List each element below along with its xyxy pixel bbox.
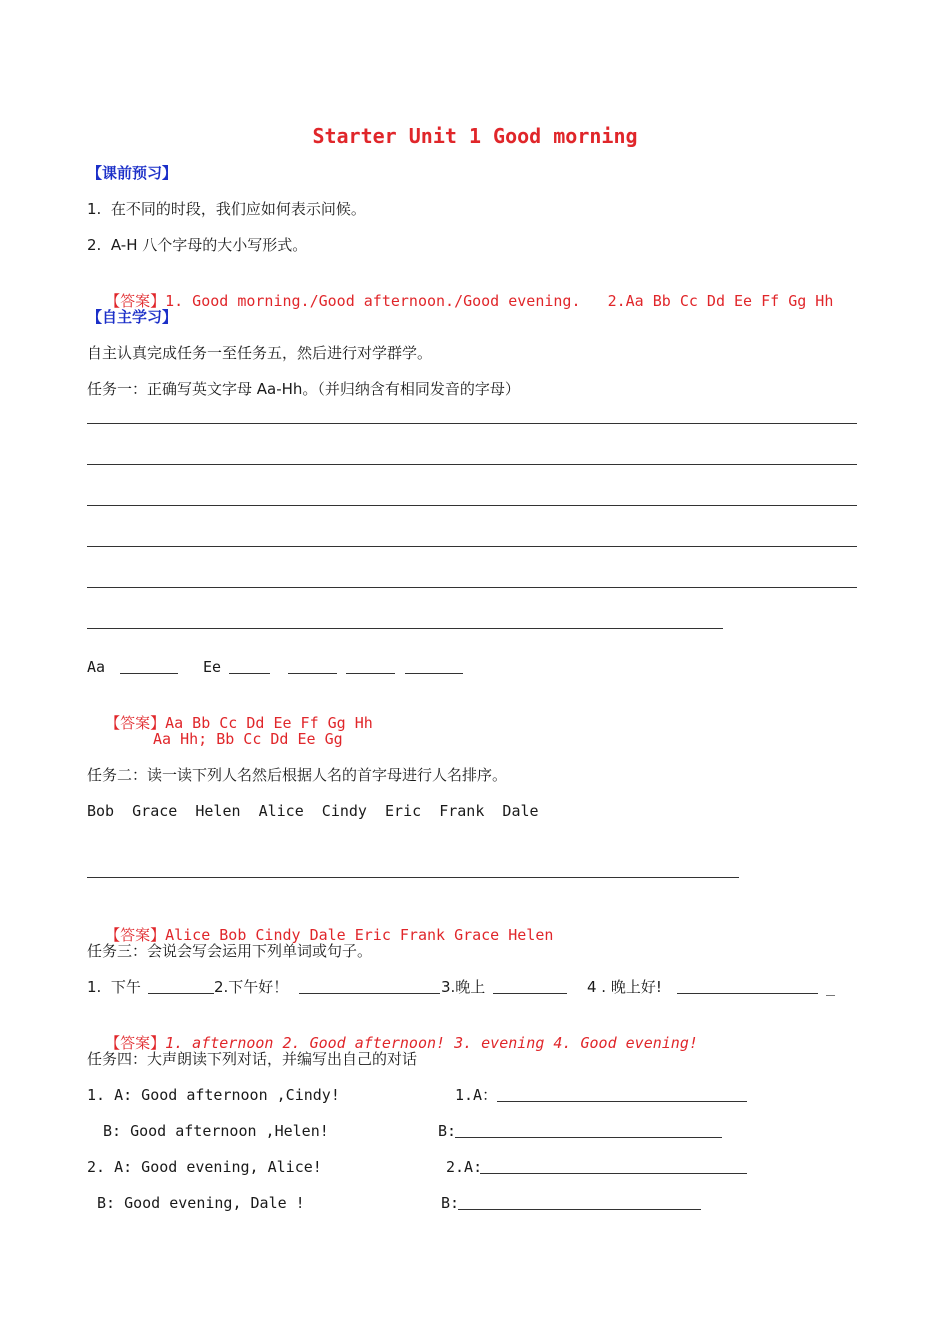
- task1-instruction: 任务一：正确写英文字母 Aa-Hh。（并归纳含有相同发音的字母）: [87, 380, 520, 398]
- page-title: Starter Unit 1 Good morning: [312, 124, 638, 148]
- task3-q4-blank[interactable]: [677, 993, 818, 994]
- task3-answer: [87, 1013, 698, 1053]
- answer-label: 【答案】: [105, 292, 166, 310]
- writing-line[interactable]: [87, 505, 857, 506]
- writing-line[interactable]: [87, 546, 857, 547]
- own-dialog1-b-label: B:: [438, 1122, 457, 1140]
- dialog2-line-a: 2. A: Good evening, Alice!: [87, 1158, 322, 1176]
- task1-answer-2: Aa Hh; Bb Cc Dd Ee Gg: [153, 730, 343, 748]
- task3-q2-blank[interactable]: [299, 993, 440, 994]
- task2-answer: [87, 905, 553, 945]
- answer-label: 【答案】: [105, 1034, 166, 1052]
- task1-answer: [87, 693, 373, 733]
- answer-label: 【答案】: [105, 926, 166, 944]
- task3-q4: 4 . 晚上好!: [587, 978, 662, 996]
- own-dialog2-a-label: 2.A:: [446, 1158, 483, 1176]
- task3-tail: _: [826, 978, 836, 996]
- task3-q1-blank[interactable]: [148, 993, 214, 994]
- task3-q1: 1. 下午: [87, 978, 141, 996]
- preview-question-1: 1. 在不同的时段，我们应如何表示问候。: [87, 200, 366, 218]
- answer-text: Aa Bb Cc Dd Ee Ff Gg Hh: [165, 714, 373, 732]
- writing-line[interactable]: [87, 877, 739, 878]
- task3-q2: 2.下午好！: [214, 978, 289, 996]
- task3-q3-blank[interactable]: [493, 993, 567, 994]
- answer-label: 【答案】: [105, 714, 166, 732]
- task2-names: Bob Grace Helen Alice Cindy Eric Frank Dale: [87, 802, 539, 820]
- dialog1-line-a: 1. A: Good afternoon ,Cindy!: [87, 1086, 340, 1104]
- task3-instruction: 任务三：会说会写会运用下列单词或句子。: [87, 942, 373, 960]
- letter-group-a-blank[interactable]: [120, 673, 178, 674]
- letter-group-e-label: Ee: [203, 658, 222, 676]
- dialog2-line-b: B: Good evening, Dale !: [97, 1194, 305, 1212]
- letter-group-a-label: Aa: [87, 658, 106, 676]
- own-dialog2-b-blank[interactable]: [458, 1209, 701, 1210]
- task2-instruction: 任务二：读一读下列人名然后根据人名的首字母进行人名排序。: [87, 766, 508, 784]
- self-study-intro: 自主认真完成任务一至任务五，然后进行对学群学。: [87, 344, 433, 362]
- letter-group-e-blank-2[interactable]: [288, 673, 337, 674]
- task4-instruction: 任务四：大声朗读下列对话，并编写出自己的对话: [87, 1050, 418, 1068]
- letter-group-e-blank-3[interactable]: [346, 673, 395, 674]
- answer-text: 1. afternoon 2. Good afternoon! 3. evening 4. Good evening!: [165, 1034, 698, 1052]
- writing-line[interactable]: [87, 423, 857, 424]
- own-dialog2-b-label: B:: [441, 1194, 460, 1212]
- preview-heading: 【课前预习】: [87, 164, 178, 182]
- own-dialog1-a-label: 1.A：: [455, 1086, 498, 1104]
- writing-line[interactable]: [87, 464, 857, 465]
- letter-group-e-blank-1[interactable]: [229, 673, 270, 674]
- self-study-heading: 【自主学习】: [87, 308, 178, 326]
- letter-group-e-blank-4[interactable]: [405, 673, 463, 674]
- answer-text: 1. Good morning./Good afternoon./Good evening. 2.Aa Bb Cc Dd Ee Ff Gg Hh: [165, 292, 834, 310]
- task3-q3: 3.晚上: [441, 978, 486, 996]
- own-dialog2-a-blank[interactable]: [480, 1173, 747, 1174]
- answer-text: Alice Bob Cindy Dale Eric Frank Grace Helen: [165, 926, 554, 944]
- preview-answer: [87, 271, 833, 311]
- writing-line[interactable]: [87, 628, 723, 629]
- writing-line[interactable]: [87, 587, 857, 588]
- dialog1-line-b: B: Good afternoon ,Helen!: [103, 1122, 329, 1140]
- preview-question-2: 2. A-H 八个字母的大小写形式。: [87, 236, 308, 254]
- own-dialog1-b-blank[interactable]: [455, 1137, 722, 1138]
- own-dialog1-a-blank[interactable]: [497, 1101, 747, 1102]
